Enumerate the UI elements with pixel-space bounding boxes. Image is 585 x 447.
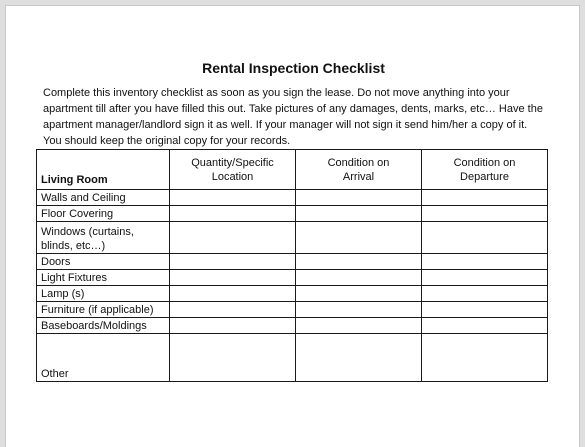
intro-line: Complete this inventory checklist as soon as you sign the lease. Do not move anything into your [43, 87, 510, 99]
table-row [37, 334, 548, 382]
arrival-cell[interactable] [296, 222, 422, 254]
item-label: Light Fixtures [37, 270, 170, 286]
arrival-cell[interactable] [296, 286, 422, 302]
document-title: Rental Inspection Checklist [202, 60, 385, 76]
departure-cell[interactable] [422, 318, 548, 334]
column-header-line: Location [211, 170, 254, 183]
quantity-cell[interactable] [170, 334, 296, 382]
arrival-cell[interactable] [296, 254, 422, 270]
item-label: Furniture (if applicable) [37, 302, 170, 318]
section-heading: Living Room [37, 150, 170, 190]
column-header-line: Departure [460, 170, 509, 183]
arrival-cell[interactable] [296, 190, 422, 206]
table-header-row [37, 150, 548, 190]
intro-line: apartment manager/landlord sign it as well. If your manager will not sign it send him/her a copy of it. [43, 119, 528, 131]
table-row [37, 318, 548, 334]
column-header-quantity [170, 150, 296, 190]
quantity-cell[interactable] [170, 190, 296, 206]
arrival-cell[interactable] [296, 206, 422, 222]
column-header-arrival [296, 150, 422, 190]
arrival-cell[interactable] [296, 270, 422, 286]
item-label-line: Windows (curtains, [41, 226, 134, 238]
table-row [37, 270, 548, 286]
arrival-cell[interactable] [296, 302, 422, 318]
arrival-cell[interactable] [296, 334, 422, 382]
table-row [37, 254, 548, 270]
item-label: Baseboards/Moldings [37, 318, 170, 334]
table-row [37, 302, 548, 318]
intro-paragraph [43, 85, 573, 149]
item-label: Doors [37, 254, 170, 270]
column-header-line: Arrival [342, 170, 375, 183]
column-header-line: Condition on [453, 156, 516, 169]
table-row [37, 286, 548, 302]
column-header-departure [422, 150, 548, 190]
quantity-cell[interactable] [170, 318, 296, 334]
departure-cell[interactable] [422, 334, 548, 382]
quantity-cell[interactable] [170, 286, 296, 302]
item-label [37, 222, 170, 254]
quantity-cell[interactable] [170, 302, 296, 318]
intro-line: You should keep the original copy for your records. [43, 135, 291, 147]
quantity-cell[interactable] [170, 270, 296, 286]
column-header-line: Condition on [327, 156, 390, 169]
quantity-cell[interactable] [170, 206, 296, 222]
item-label: Floor Covering [37, 206, 170, 222]
quantity-cell[interactable] [170, 222, 296, 254]
departure-cell[interactable] [422, 286, 548, 302]
table-row [37, 206, 548, 222]
table-row [37, 222, 548, 254]
item-label: Other [37, 334, 170, 382]
item-label: Lamp (s) [37, 286, 170, 302]
column-header-line: Quantity/Specific [191, 156, 274, 169]
departure-cell[interactable] [422, 222, 548, 254]
departure-cell[interactable] [422, 270, 548, 286]
departure-cell[interactable] [422, 206, 548, 222]
item-label: Walls and Ceiling [37, 190, 170, 206]
table-row [37, 190, 548, 206]
quantity-cell[interactable] [170, 254, 296, 270]
intro-line: apartment till after you have filled this out. Take pictures of any damages, dents, marks, etc… Have the [43, 103, 543, 115]
departure-cell[interactable] [422, 254, 548, 270]
arrival-cell[interactable] [296, 318, 422, 334]
departure-cell[interactable] [422, 190, 548, 206]
inspection-table [36, 149, 548, 382]
departure-cell[interactable] [422, 302, 548, 318]
item-label-line: blinds, etc…) [41, 240, 106, 252]
